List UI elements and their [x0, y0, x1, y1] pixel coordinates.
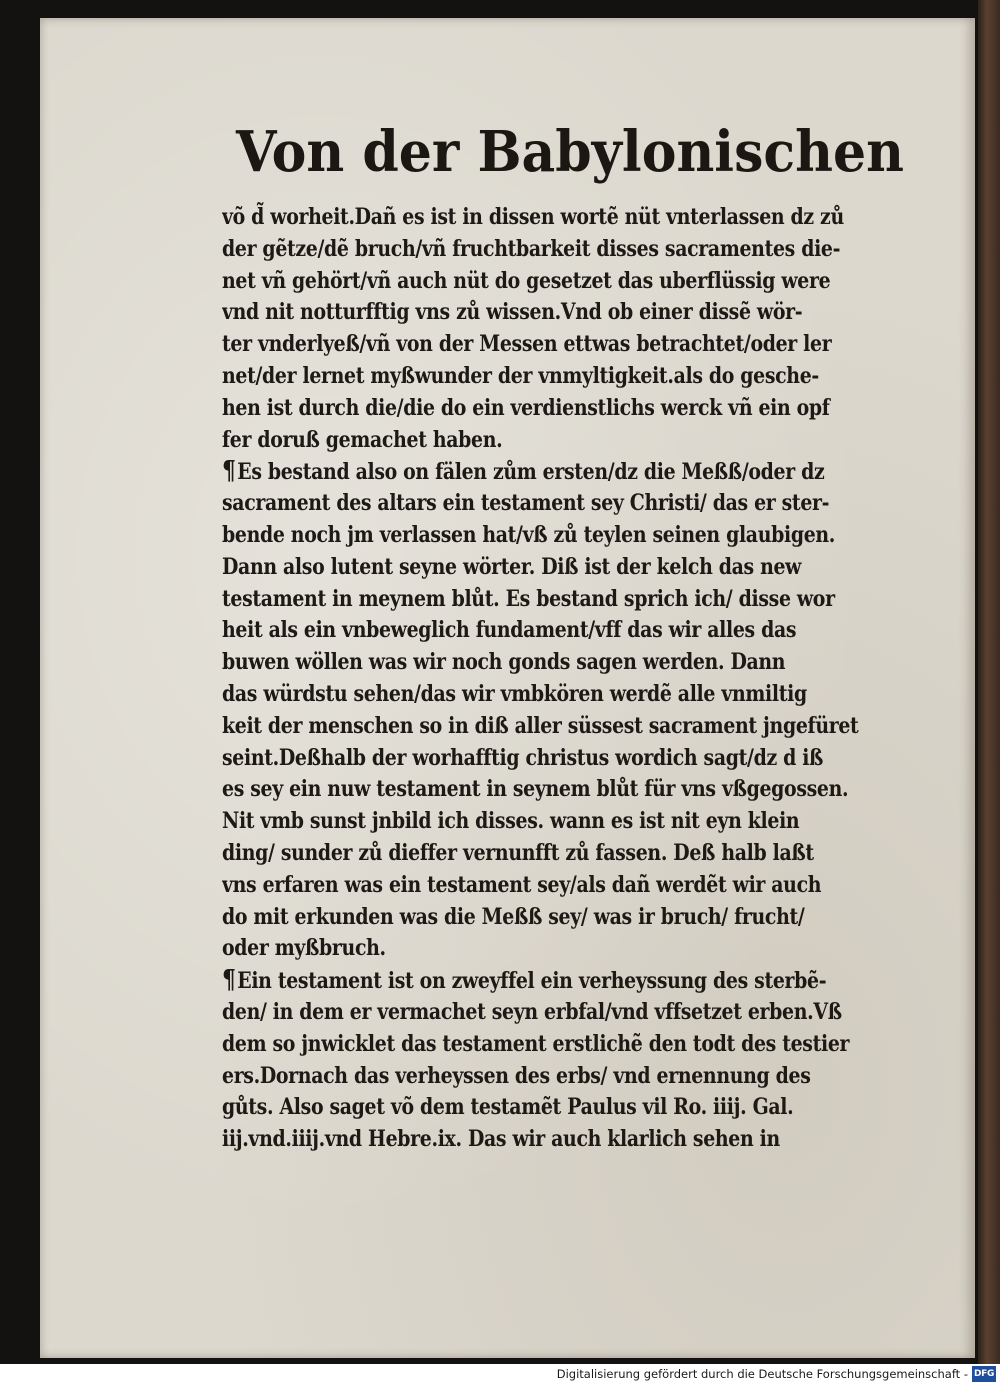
running-head: Von der Babylonischen: [236, 119, 904, 185]
text-line-content: net vñ gehört/vñ auch nüt do gesetzet das uberflüssig were: [222, 267, 831, 294]
text-line: [222, 1092, 922, 1124]
text-line-content: heit als ein vnbeweglich fundament/vff das wir alles das: [222, 617, 797, 644]
text-line-content: dem so jnwicklet das testament erstlichẽ den todt des testier: [222, 1030, 850, 1057]
text-line: [222, 425, 922, 457]
dfg-logo: DFG: [972, 1366, 996, 1382]
text-line-content: den/ in dem er vermachet seyn erbfal/vnd vffsetzet erben.Vß: [222, 998, 842, 1025]
text-line: [222, 266, 922, 298]
text-line-content: Es bestand also on fälen zům ersten/dz die Meßß/oder dz: [237, 459, 825, 486]
text-line-content: hen ist durch die/die do ein verdienstlichs werck vñ ein opf: [222, 394, 830, 421]
text-line-content: ding/ sunder zů dieffer vernunfft zů fassen. Deß halb laßt: [222, 839, 814, 866]
paragraph-mark-icon: ¶: [222, 456, 236, 487]
text-line: [222, 361, 922, 393]
text-line: [222, 679, 922, 711]
text-line-content: fer doruß gemachet haben.: [222, 426, 503, 453]
text-line: [222, 647, 922, 679]
text-line-content: buwen wöllen was wir noch gonds sagen werden. Dann: [222, 649, 786, 676]
text-line: [222, 711, 922, 743]
text-line: [222, 488, 922, 520]
paragraph-mark-icon: ¶: [222, 965, 236, 996]
text-line-content: võ d̃ worheit.Dañ es ist in dissen wortẽ nüt vnterlassen dz zů: [222, 204, 844, 230]
text-line-content: testament in meynem blůt. Es bestand sprich ich/ disse wor: [222, 585, 835, 612]
text-line: [222, 329, 922, 361]
text-line: [222, 393, 922, 425]
text-line-content: es sey ein nuw testament in seynem blůt für vns vßgegossen.: [222, 776, 849, 803]
text-line-content: net/der lernet myßwunder der vnmyltigkeit.als do gesche-: [222, 362, 819, 389]
text-line: [222, 1061, 922, 1093]
text-line-content: das würdstu sehen/das wir vmbkören werdẽ alle vnmiltig: [222, 680, 807, 707]
text-line-content: vnd nit notturfftig vns zů wissen.Vnd ob einer dissẽ wör-: [222, 299, 803, 326]
text-line-content: gůts. Also saget võ dem testamẽt Paulus vil Ro. iiij. Gal.: [222, 1094, 794, 1121]
text-line: [222, 234, 922, 266]
text-line-content: oder myßbruch.: [222, 935, 386, 962]
text-line-content: sacrament des altars ein testament sey Christi/ das er ster-: [222, 490, 830, 517]
text-line-content: seint.Deßhalb der worhafftig christus wordich sagt/dz d iß: [222, 744, 824, 771]
footer-bar: [0, 1364, 1000, 1385]
text-line: [222, 1029, 922, 1061]
body-text: [222, 202, 922, 1156]
text-line: [222, 933, 922, 965]
funding-credit: Digitalisierung gefördert durch die Deutsche Forschungsgemeinschaft -: [556, 1367, 968, 1381]
text-line-content: der gẽtze/dẽ bruch/vñ fruchtbarkeit disses sacramentes die-: [222, 235, 841, 262]
text-line: [222, 997, 922, 1029]
text-line-content: do mit erkunden was die Meßß sey/ was ir bruch/ frucht/: [222, 903, 805, 930]
text-line: [222, 1124, 922, 1156]
text-line-content: Ein testament ist on zweyffel ein verheyssung des sterbẽ-: [237, 968, 827, 995]
text-line-content: vns erfaren was ein testament sey/als dañ werdẽt wir auch: [222, 871, 822, 898]
text-line-content: Dann also lutent seyne wörter. Diß ist der kelch das new: [222, 553, 802, 580]
text-line: [222, 774, 922, 806]
text-line-content: bende noch jm verlassen hat/vß zů teylen seinen glaubigen.: [222, 521, 836, 548]
text-line-content: ers.Dornach das verheyssen des erbs/ vnd ernennung des: [222, 1062, 811, 1089]
text-line: [222, 743, 922, 775]
text-line-content: keit der menschen so in diß aller süssest sacrament jngefüret: [222, 712, 859, 739]
text-line: [222, 202, 922, 234]
text-line-content: ter vnderlyeß/vñ von der Messen ettwas betrachtet/oder ler: [222, 331, 832, 358]
text-line: [222, 806, 922, 838]
text-line-content: Nit vmb sunst jnbild ich disses. wann es ist nit eyn klein: [222, 808, 800, 835]
text-line: [222, 902, 922, 934]
text-line: [222, 870, 922, 902]
text-line: [222, 456, 922, 488]
book-cover-edge: [978, 0, 1000, 1364]
text-line: [222, 520, 922, 552]
text-line: [222, 965, 922, 997]
text-line: [222, 584, 922, 616]
text-line: [222, 297, 922, 329]
text-line-content: iij.vnd.iiij.vnd Hebre.ix. Das wir auch klarlich sehen in: [222, 1126, 780, 1153]
text-line: [222, 615, 922, 647]
text-line: [222, 552, 922, 584]
text-line: [222, 838, 922, 870]
